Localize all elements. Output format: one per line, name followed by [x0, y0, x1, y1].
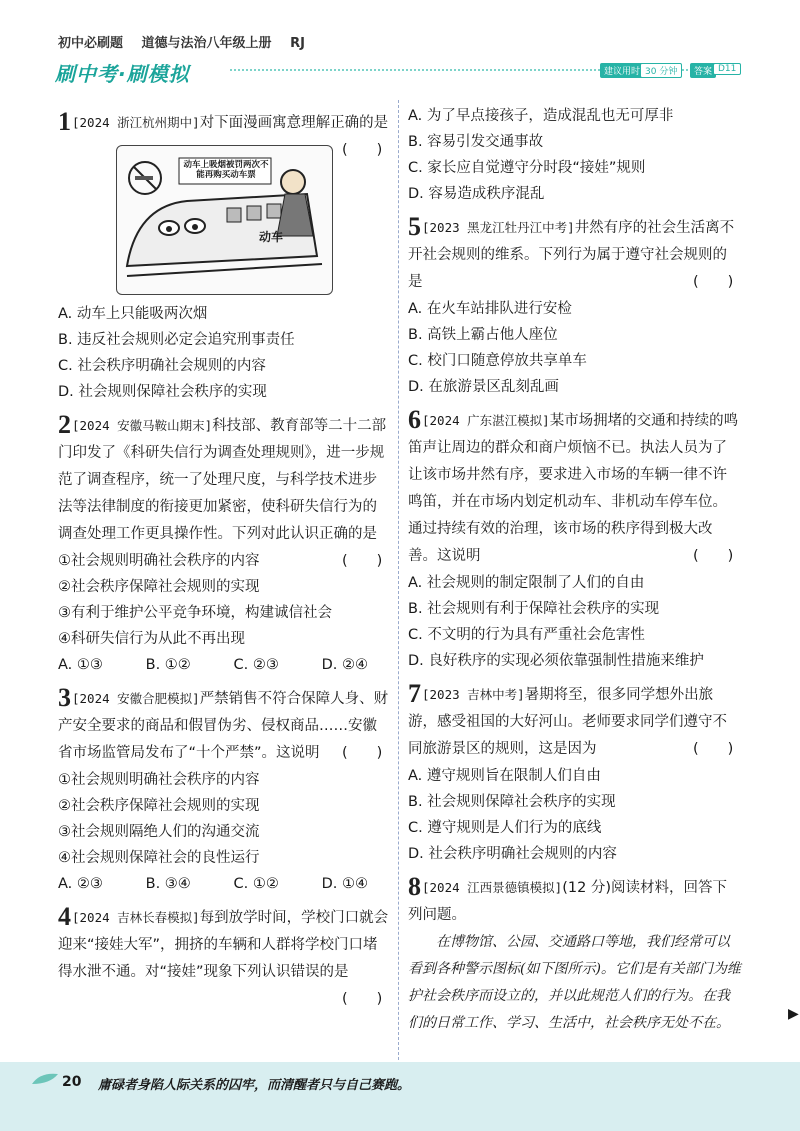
comic-sign-text: 动车上吸烟被罚两次不能再购买动车票: [183, 160, 269, 180]
leaf-icon: [30, 1072, 60, 1086]
option-a: A. 遵守规则旨在限制人们自由: [408, 768, 601, 784]
option-d: D. 良好秩序的实现必须依靠强制性措施来维护: [408, 653, 704, 669]
question-source: [2023 吉林中考]: [422, 687, 525, 702]
question-stem: 每到放学时间，学校门口就会迎来“接娃大军”，拥挤的车辆和人群将学校门口堵得水泄不通。对“接娃”现象下列认识错误的是: [58, 910, 389, 980]
question-4-options: [408, 103, 741, 207]
option-c: C. 不文明的行为具有严重社会危害性: [408, 627, 645, 643]
statement-2: ②社会秩序保障社会规则的实现: [58, 579, 260, 595]
statement-1: ①社会规则明确社会秩序的内容: [58, 553, 260, 569]
column-divider: [398, 100, 399, 1060]
statement-3: ③社会规则隔绝人们的沟通交流: [58, 824, 260, 840]
running-header: [58, 32, 319, 51]
answer-paren: ( ): [342, 991, 383, 1007]
option-b: B. 社会规则保障社会秩序的实现: [408, 794, 616, 810]
question-stem: 某市场拥堵的交通和持续的鸣笛声让周边的群众和商户烦恼不已。执法人员为了让该市场井然有序，要求进入市场的车辆一律不许鸣笛，并在市场内划定机动车、非机动车停车位。通过持续有效的治理，该市场的秩序得到极大改善。这说明: [408, 413, 739, 564]
option-d: D. 容易造成秩序混乱: [408, 186, 545, 202]
option-d: D. ②④: [321, 657, 368, 673]
option-a: A. ②③: [58, 876, 103, 892]
option-b: B. 社会规则有利于保障社会秩序的实现: [408, 601, 660, 617]
option-b: B. ①②: [145, 657, 191, 673]
option-a: A. ①③: [58, 657, 103, 673]
question-3: [58, 684, 390, 897]
question-2: [58, 411, 390, 678]
answer-paren: ( ): [342, 553, 383, 569]
option-row: [58, 652, 368, 678]
series-name: 初中必刷题: [58, 36, 124, 51]
question-8: [408, 873, 741, 1037]
question-stem: 严禁销售不符合保障人身、财产安全要求的商品和假冒伪劣、侵权商品……安徽省市场监管局发布了“十个严禁”。这说明: [58, 691, 389, 761]
option-b: B. 违反社会规则必定会追究刑事责任: [58, 332, 295, 348]
question-source: [2023 黑龙江牡丹江中考]: [422, 220, 575, 235]
reading-material: 在博物馆、公园、交通路口等地，我们经常可以看到各种警示图标(如下图所示)。它们是有关部门为维护社会秩序而设立的，并以此规范人们的行为。在我们的日常工作、学习、生活中，社会秩序无处不在。: [408, 934, 741, 1031]
option-b: B. 容易引发交通事故: [408, 134, 544, 150]
question-number: 2: [58, 410, 71, 439]
answer-paren: ( ): [342, 745, 383, 761]
answer-paren: ( ): [693, 274, 734, 290]
question-source: [2024 浙江杭州期中]: [72, 115, 200, 130]
time-value: 30 分钟: [640, 63, 682, 78]
option-b: B. 高铁上霸占他人座位: [408, 327, 558, 343]
question-number: 7: [408, 679, 421, 708]
question-number: 8: [408, 872, 421, 901]
statement-2: ②社会秩序保障社会规则的实现: [58, 798, 260, 814]
option-b: B. ③④: [145, 876, 191, 892]
question-source: [2024 安徽马鞍山期末]: [72, 418, 213, 433]
question-stem: (12 分)阅读材料，回答下列问题。: [408, 880, 728, 923]
edition-tag: RJ: [290, 36, 305, 51]
statement-1: ①社会规则明确社会秩序的内容: [58, 772, 260, 788]
option-d: D. 在旅游景区乱刻乱画: [408, 379, 559, 395]
option-c: C. 社会秩序明确社会规则的内容: [58, 358, 266, 374]
option-d: D. ①④: [321, 876, 368, 892]
question-number: 5: [408, 212, 421, 241]
question-stem: 对下面漫画寓意理解正确的是: [199, 115, 389, 131]
option-row: [58, 871, 368, 897]
question-1: [58, 108, 390, 405]
time-label: 建议用时: [600, 63, 644, 78]
question-stem: 暑期将至，很多同学想外出旅游，感受祖国的大好河山。老师要求同学们遵守不同旅游景区的规则，这是因为: [408, 687, 727, 757]
option-c: C. 遵守规则是人们行为的底线: [408, 820, 602, 836]
question-number: 6: [408, 405, 421, 434]
option-c: C. ①②: [233, 876, 279, 892]
question-source: [2024 安徽合肥模拟]: [72, 691, 200, 706]
comic-illustration: [116, 145, 333, 295]
answer-paren: ( ): [342, 142, 383, 158]
section-banner: [55, 58, 740, 84]
option-a: A. 动车上只能吸两次烟: [58, 306, 208, 322]
option-a: A. 为了早点接孩子，造成混乱也无可厚非: [408, 108, 674, 124]
page-number: 20: [62, 1074, 82, 1090]
answer-paren: ( ): [693, 741, 734, 757]
option-a: A. 社会规则的制定限制了人们的自由: [408, 575, 645, 591]
answer-paren: ( ): [693, 548, 734, 564]
page-edge-arrow-icon: ▶: [788, 1006, 799, 1022]
question-source: [2024 广东湛江模拟]: [422, 413, 550, 428]
answer-value: D11: [713, 63, 741, 75]
question-stem: 科技部、教育部等二十二部门印发了《科研失信行为调查处理规则》，进一步规范了调查程序，统一了处理尺度，与科学技术进步法等法律制度的衔接更加紧密，使科研失信行为的调查处理工作更具操作性。下列对此认识正确的是: [58, 418, 387, 542]
option-a: A. 在火车站排队进行安检: [408, 301, 572, 317]
left-column: [58, 108, 390, 1013]
statement-4: ④科研失信行为从此不再出现: [58, 631, 245, 647]
footer-motto: 庸碌者身陷人际关系的囚牢，而清醒者只与自己赛跑。: [98, 1078, 411, 1093]
option-c: C. 校门口随意停放共享单车: [408, 353, 587, 369]
option-c: C. 家长应自觉遵守分时段“接娃”规则: [408, 160, 646, 176]
question-5: [408, 213, 741, 400]
question-source: [2024 江西景德镇模拟]: [422, 880, 563, 895]
right-column: [408, 103, 741, 1043]
statement-3: ③有利于维护公平竞争环境，构建诚信社会: [58, 605, 332, 621]
question-4: [58, 902, 390, 1007]
section-title: 刷中考·刷模拟: [55, 62, 190, 86]
question-number: 1: [58, 107, 71, 136]
answer-label: 答案: [690, 63, 716, 78]
page-footer: [0, 1062, 800, 1131]
option-d: D. 社会规则保障社会秩序的实现: [58, 384, 267, 400]
question-stem: 井然有序的社会生活离不开社会规则的维系。下列行为属于遵守社会规则的是: [408, 220, 735, 290]
option-d: D. 社会秩序明确社会规则的内容: [408, 846, 617, 862]
question-7: [408, 680, 741, 867]
option-c: C. ②③: [233, 657, 279, 673]
question-number: 3: [58, 683, 71, 712]
question-6: [408, 406, 741, 674]
book-name: 道德与法治八年级上册: [141, 36, 272, 51]
comic-train-label: 动车: [259, 230, 284, 244]
question-number: 4: [58, 902, 71, 931]
question-source: [2024 吉林长春模拟]: [72, 910, 200, 925]
statement-4: ④社会规则保障社会的良性运行: [58, 850, 260, 866]
